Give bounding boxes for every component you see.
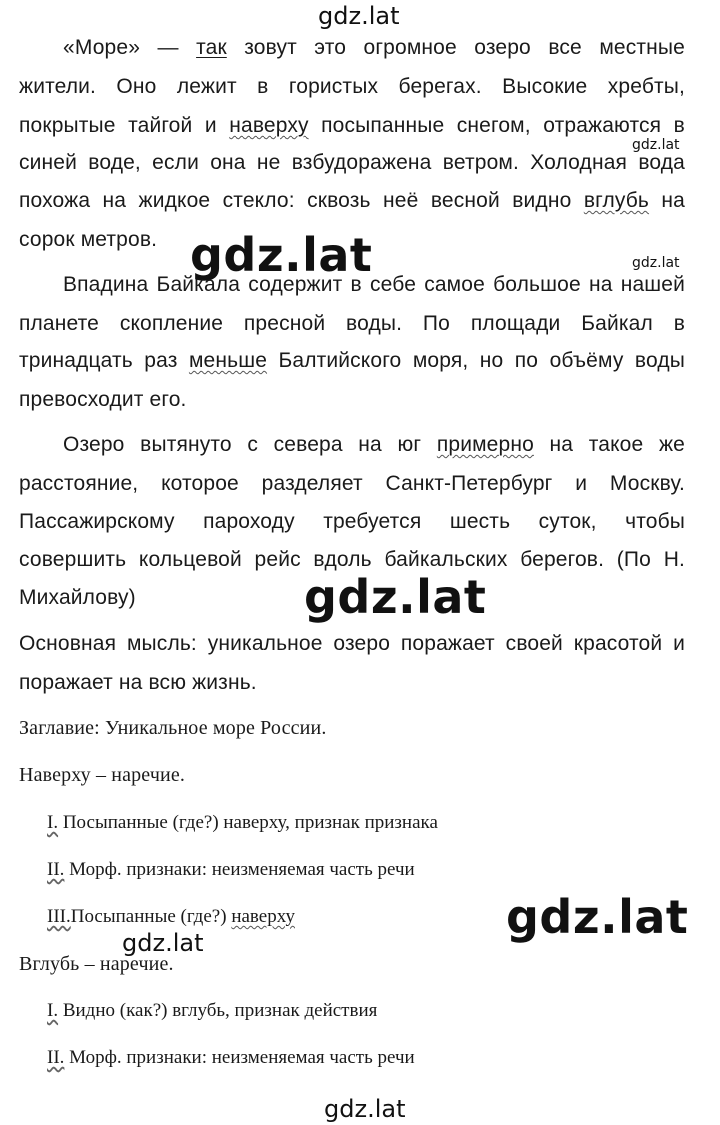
watermark-medium: gdz.lat [122, 929, 204, 957]
analysis-item: III.Посыпанные (где?) наверху [47, 906, 295, 927]
analysis-item: I. Посыпанные (где?) наверху, признак признака [47, 812, 438, 833]
text-line: похожа на жидкое стекло: сквозь неё весной видно вглубь на [19, 189, 686, 212]
text-line: «Море» — так зовут это огромное озеро все местные [63, 36, 685, 59]
watermark-large: gdz.lat [304, 570, 487, 624]
analysis-item: II. Морф. признаки: неизменяемая часть речи [47, 1047, 415, 1068]
text-line: сорок метров. [19, 228, 158, 251]
analysis-heading: Наверху – наречие. [19, 764, 186, 786]
text-line: Пассажирскому пароходу требуется шесть суток, чтобы [19, 510, 685, 533]
main-idea-line: Основная мысль: уникальное озеро поражает своей красотой и [19, 632, 685, 655]
text-line: совершить кольцевой рейс вдоль байкальских берегов. (По Н. [19, 548, 685, 571]
watermark-small: gdz.lat [632, 255, 680, 271]
text-line: планете скопление пресной воды. По площади Байкал в [19, 312, 685, 335]
text-line: тринадцать раз меньше Балтийского моря, но по объёму воды [19, 349, 685, 372]
text-line: синей воде, если она не взбудоражена ветром. Холодная вода [19, 151, 685, 174]
text-line: покрытые тайгой и наверху посыпанные снегом, отражаются в [19, 114, 685, 137]
text-line: превосходит его. [19, 388, 187, 411]
watermark-large: gdz.lat [190, 228, 373, 282]
text-line: Впадина Байкала содержит в себе самое большое на нашей [63, 273, 685, 296]
analysis-heading: Вглубь – наречие. [19, 953, 174, 975]
title-line: Заглавие: Уникальное море России. [19, 717, 327, 739]
analysis-item: II. Морф. признаки: неизменяемая часть речи [47, 859, 415, 880]
text-line: Озеро вытянуто с севера на юг примерно на такое же [63, 433, 685, 456]
watermark-small: gdz.lat [632, 137, 680, 153]
text-line: жители. Оно лежит в гористых берегах. Высокие хребты, [19, 75, 685, 98]
watermark-bottom: gdz.lat [324, 1095, 406, 1123]
main-idea-line: поражает на всю жизнь. [19, 671, 257, 694]
text-line: Михайлову) [19, 586, 136, 609]
watermark-top: gdz.lat [318, 2, 400, 30]
analysis-item: I. Видно (как?) вглубь, признак действия [47, 1000, 378, 1021]
text-line: расстояние, которое разделяет Санкт-Петербург и Москву. [19, 472, 685, 495]
watermark-large: gdz.lat [506, 890, 689, 944]
